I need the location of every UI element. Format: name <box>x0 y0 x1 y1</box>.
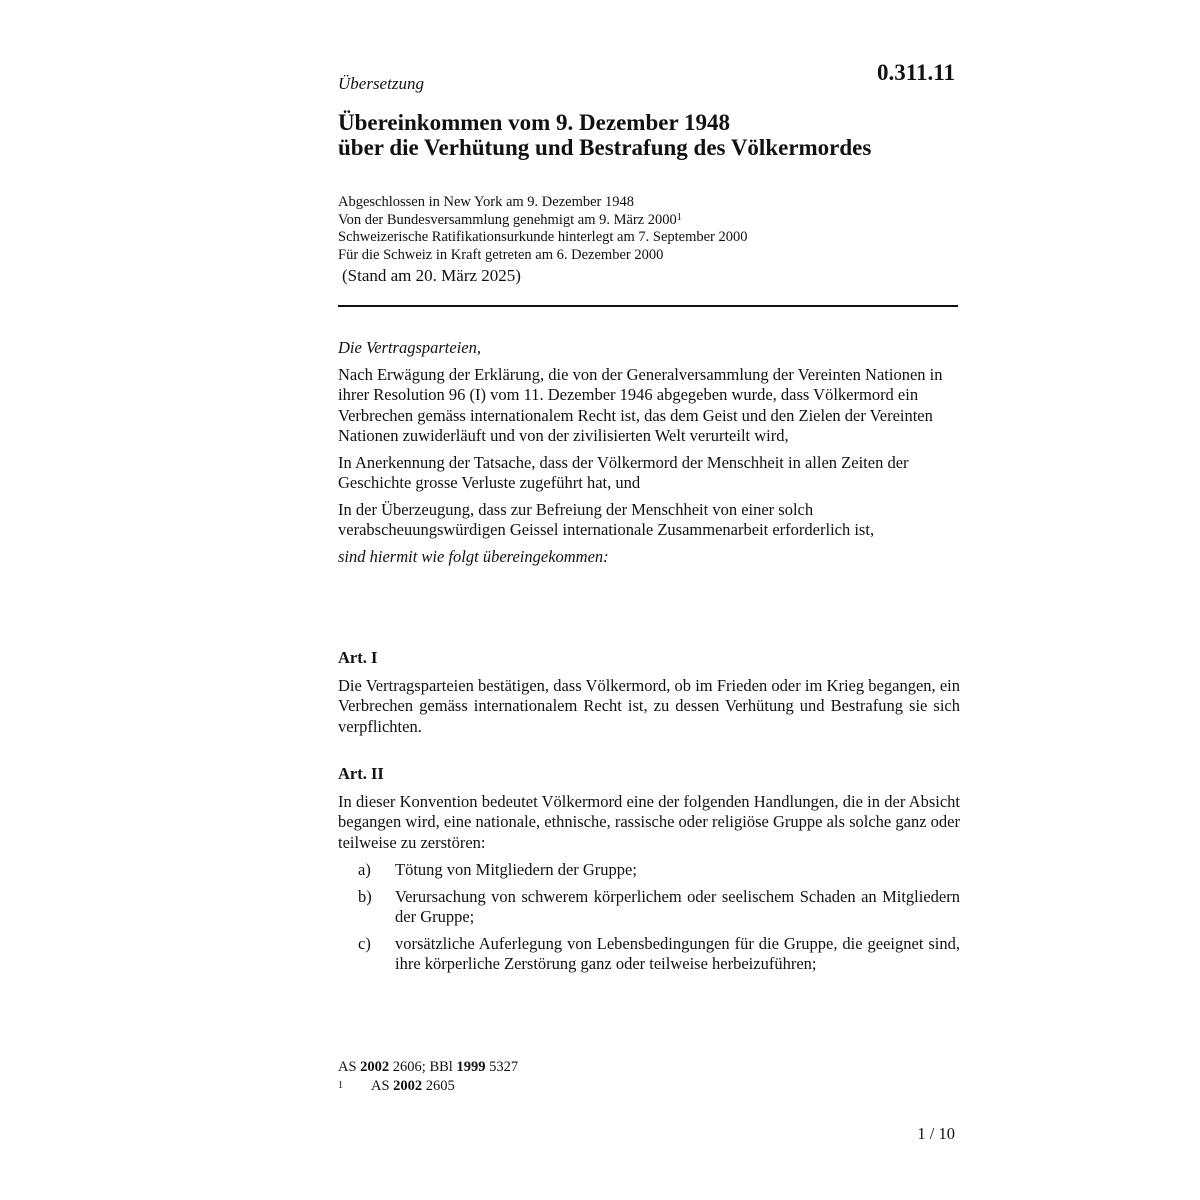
list-item <box>338 860 960 881</box>
article-1-heading: Art. I <box>338 648 378 667</box>
meta-approved-text: Von der Bundesversammlung genehmigt am 9. März 2000 <box>338 211 677 228</box>
article-2-list <box>338 860 960 981</box>
source-prefix: AS <box>338 1059 361 1075</box>
title-line-2: über die Verhütung und Bestrafung des Völkermordes <box>338 135 872 160</box>
footnote-1-mark: 1 <box>338 1080 343 1091</box>
article-2 <box>338 764 960 859</box>
preamble-paragraph-1: Nach Erwägung der Erklärung, die von der Generalversammlung der Vereinten Nationen in ihrer Resolution 96 (I) vom 11. Dezember 1946 abgegeben wurde, dass Völkermord ein Verbrechen gemäss internationalem Recht ist, das dem Geist und den Zielen der Vereinten Nationen zuwiderläuft und von der zivilisierten Welt verurteilt wird, <box>338 364 943 445</box>
header-divider <box>338 305 958 307</box>
list-item-text: vorsätzliche Auferlegung von Lebensbedingungen für die Gruppe, die geeignet sind, ihre körperliche Zerstörung ganz oder teilweise herbeizuführen; <box>395 933 960 973</box>
status-date: (Stand am 20. März 2025) <box>342 266 521 285</box>
meta-in-force: Für die Schweiz in Kraft getreten am 6. Dezember 2000 <box>338 246 664 263</box>
footnote-ref-1[interactable]: 1 <box>676 211 682 223</box>
list-item <box>338 934 960 975</box>
title-line-1: Übereinkommen vom 9. Dezember 1948 <box>338 110 730 135</box>
list-item-text: Verursachung von schwerem körperlichem oder seelischem Schaden an Mitgliedern der Gruppe; <box>395 886 960 926</box>
source-end: 5327 <box>485 1059 519 1075</box>
article-2-intro: In dieser Konvention bedeutet Völkermord eine der folgenden Handlungen, die in der Absicht begangen wird, eine nationale, ethnische, rassische oder religiöse Gruppe als solche ganz oder teilweise zu zerstören: <box>338 791 960 852</box>
document-title <box>338 110 871 160</box>
translation-label: Übersetzung <box>338 74 424 93</box>
list-item-letter: a) <box>358 860 371 879</box>
source-bbl-year: 1999 <box>456 1059 486 1075</box>
article-2-heading: Art. II <box>338 764 384 783</box>
list-item <box>338 887 960 928</box>
article-1 <box>338 648 960 743</box>
preamble-paragraph-3: In der Überzeugung, dass zur Befreiung der Menschheit von einer solch verabscheuungswürdigen Geissel internationale Zusammenarbeit erforderlich ist, <box>338 499 875 539</box>
article-1-text: Die Vertragsparteien bestätigen, dass Völkermord, ob im Frieden oder im Krieg begangen, ein Verbrechen gemäss internationalem Recht ist, zu dessen Verhütung und Bestrafung sie sich verpflichten. <box>338 675 960 736</box>
list-item-letter: c) <box>358 933 371 953</box>
footnotes <box>338 1058 518 1096</box>
footnote-1-year: 2002 <box>393 1078 423 1094</box>
page-number: 1 / 10 <box>917 1124 955 1143</box>
meta-ratification: Schweizerische Ratifikationsurkunde hinterlegt am 7. September 2000 <box>338 229 748 245</box>
preamble-agreed: sind hiermit wie folgt übereingekommen: <box>338 546 609 566</box>
meta-approved <box>338 212 748 230</box>
source-note <box>338 1058 518 1077</box>
footnote-1-end: 2605 <box>422 1078 455 1094</box>
document-metadata <box>338 194 748 264</box>
document-number: 0.311.11 <box>877 60 955 85</box>
source-mid: 2606; BBl <box>389 1059 457 1075</box>
list-item-letter: b) <box>358 886 372 906</box>
source-year: 2002 <box>360 1059 390 1075</box>
preamble <box>338 338 960 573</box>
footnote-1-prefix: AS <box>371 1078 394 1094</box>
list-item-text: Tötung von Mitgliedern der Gruppe; <box>395 860 637 879</box>
preamble-parties: Die Vertragsparteien, <box>338 338 481 357</box>
preamble-paragraph-2: In Anerkennung der Tatsache, dass der Völkermord der Menschheit in allen Zeiten der Geschichte grosse Verluste zugeführt hat, und <box>338 452 909 492</box>
footnote-1 <box>338 1077 518 1096</box>
meta-concluded: Abgeschlossen in New York am 9. Dezember 1948 <box>338 194 634 210</box>
footnote-1-text <box>371 1077 455 1096</box>
